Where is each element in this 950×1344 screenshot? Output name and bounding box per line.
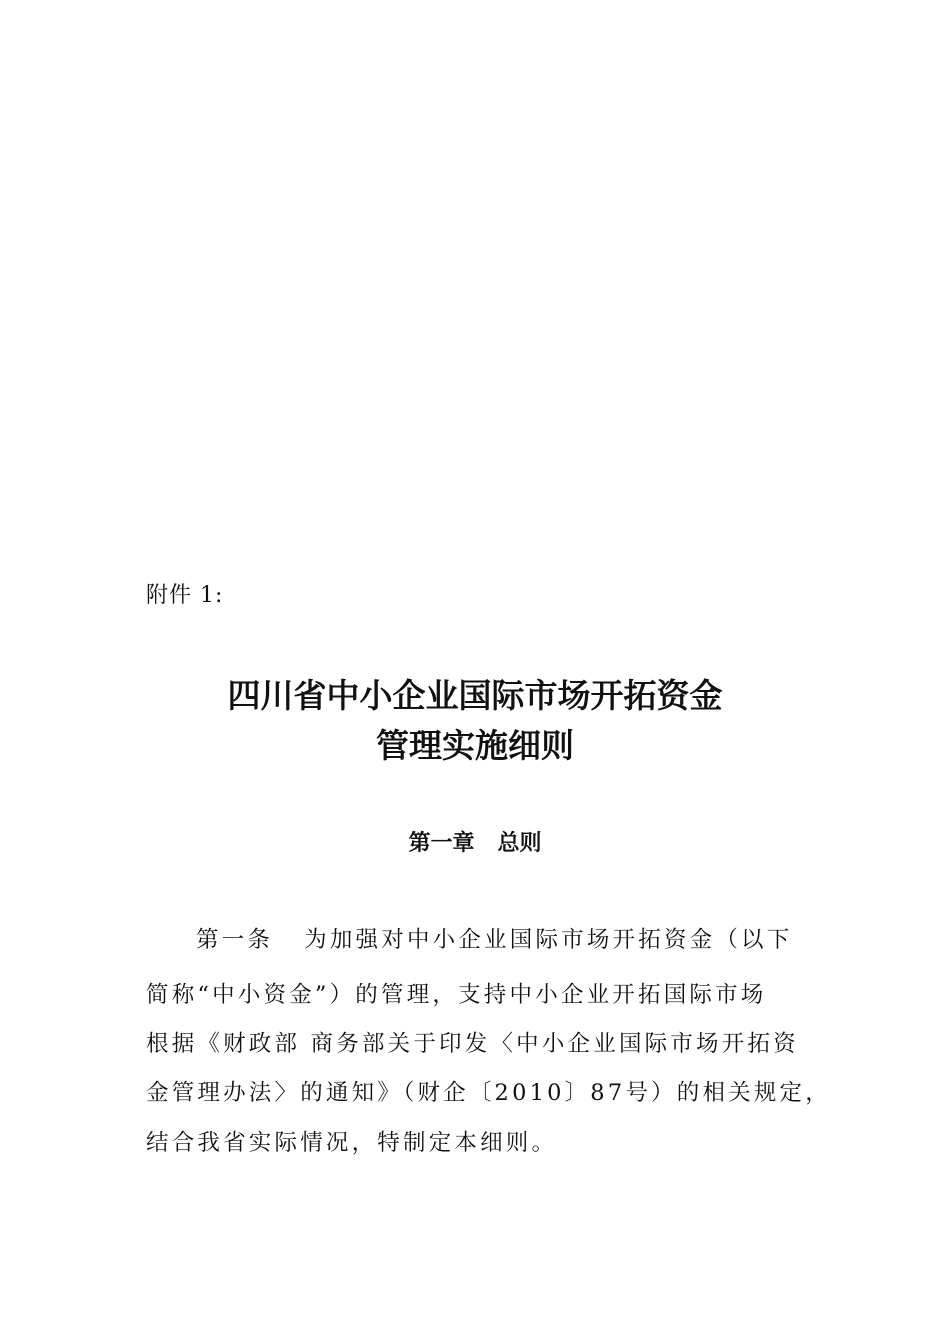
document-title-line-2: 管理实施细则 [376, 726, 574, 765]
paragraph-line: 结合我省实际情况，特制定本细则。 [146, 1130, 558, 1156]
chapter-heading: 第一章 总则 [408, 831, 542, 856]
document-title-line-1: 四川省中小企业国际市场开拓资金 [227, 676, 723, 715]
attachment-label: 附件 1: [146, 583, 224, 608]
paragraph-line: 简称“中小资金”）的管理，支持中小企业开拓国际市场 [146, 982, 767, 1008]
paragraph-line: 根据《财政部 商务部关于印发〈中小企业国际市场开拓资 [146, 1031, 799, 1057]
paragraph-line: 金管理办法〉的通知》（财企〔2010〕87号）的相关规定， [146, 1080, 831, 1106]
paragraph-line: 第一条 为加强对中小企业国际市场开拓资金（以下 [196, 927, 793, 953]
